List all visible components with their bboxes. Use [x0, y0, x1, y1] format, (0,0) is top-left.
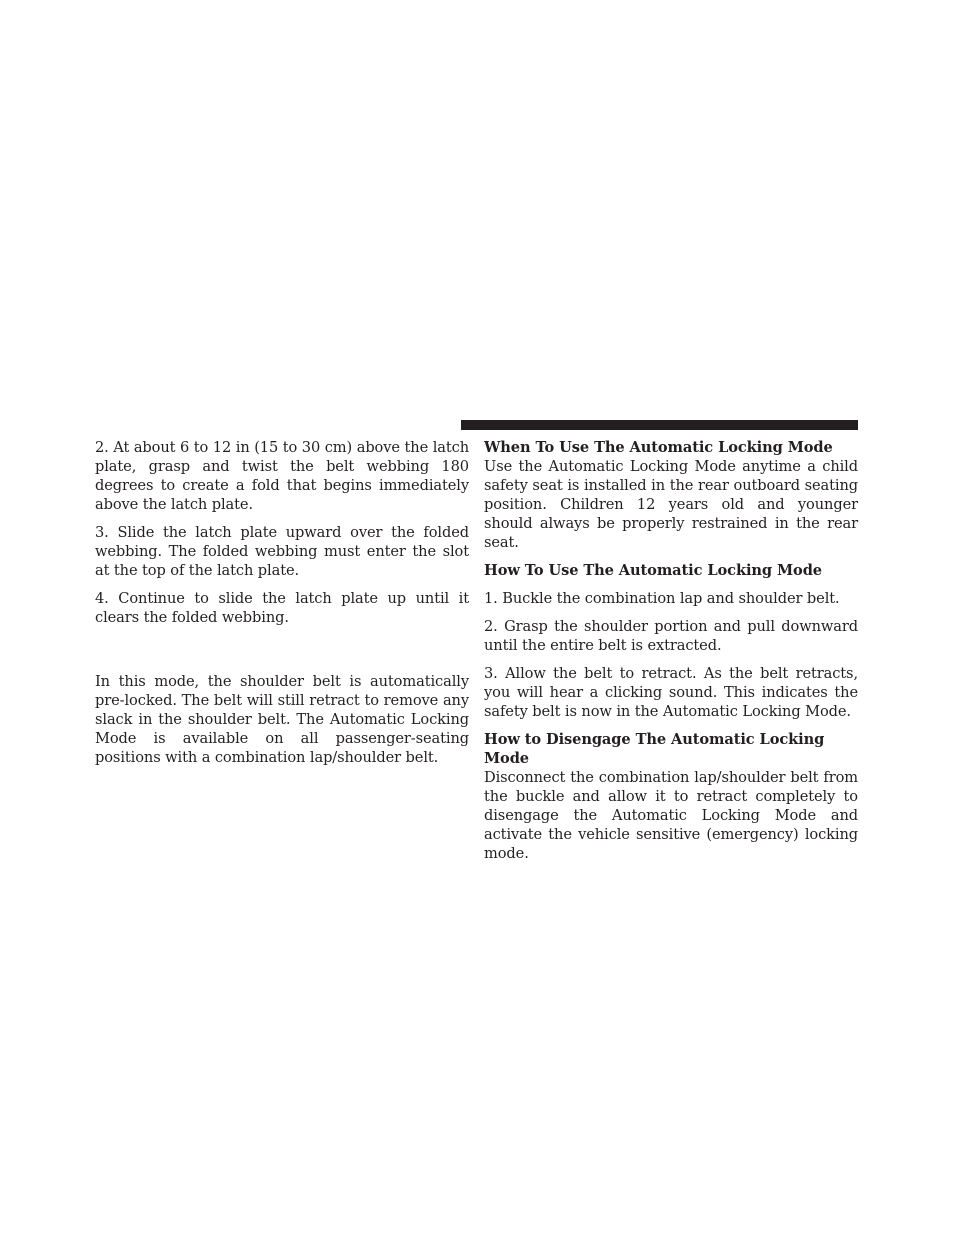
section-header-rule	[461, 420, 858, 430]
step-2-text: 2. At about 6 to 12 in (15 to 30 cm) above the latch plate, grasp and twist the belt webbing 180 degrees to create a fold that begins immediately above the latch plate.	[95, 439, 469, 513]
how-step-1-text: 1. Buckle the combination lap and shoulder belt.	[484, 590, 840, 607]
how-step-3-text: 3. Allow the belt to retract. As the belt retracts, you will hear a clicking sound. This indicates the safety belt is now in the Automatic Locking Mode.	[484, 665, 858, 720]
how-step-2-text: 2. Grasp the shoulder portion and pull downward until the entire belt is extracted.	[484, 618, 858, 654]
step-4-text: 4. Continue to slide the latch plate up until it clears the folded webbing.	[95, 590, 469, 626]
left-column	[95, 438, 469, 767]
right-column	[484, 438, 858, 863]
when-to-use-heading: When To Use The Automatic Locking Mode	[484, 439, 833, 456]
disengage-heading: How to Disengage The Automatic Locking Mode	[484, 731, 825, 767]
mode-description: In this mode, the shoulder belt is automatically pre-locked. The belt will still retract to remove any slack in the shoulder belt. The Automatic Locking Mode is available on all passenger-seating positions with a combination lap/shoulder belt.	[95, 673, 469, 766]
how-to-use-heading: How To Use The Automatic Locking Mode	[484, 562, 822, 579]
disengage-text: Disconnect the combination lap/shoulder belt from the buckle and allow it to retract completely to disengage the Automatic Locking Mode and activate the vehicle sensitive (emergency) locking mode.	[484, 769, 858, 862]
when-to-use-text: Use the Automatic Locking Mode anytime a child safety seat is installed in the rear outboard seating position. Children 12 years old and younger should always be properly restrained in the rear seat.	[484, 458, 858, 551]
step-3-text: 3. Slide the latch plate upward over the folded webbing. The folded webbing must enter the slot at the top of the latch plate.	[95, 524, 469, 579]
